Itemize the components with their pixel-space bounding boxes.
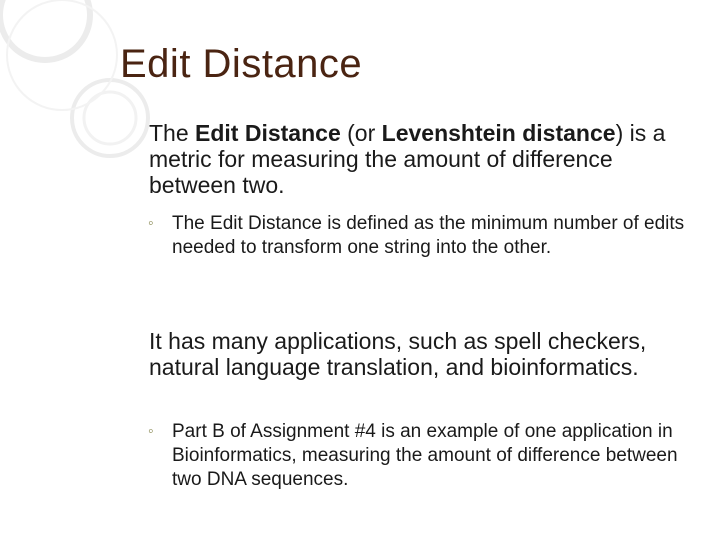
sub-bullet-2 — [148, 420, 688, 492]
sub-bullet-1-marker: ◦ — [148, 215, 154, 232]
bullet-1-seg-4-bold: Levenshtein distance — [381, 120, 616, 146]
bullet-1-seg-1: The — [149, 120, 196, 146]
bullet-1-seg-3: (or — [340, 120, 382, 146]
sub-bullet-1-text: The Edit Distance is defined as the minimum number of edits needed to transform one string into the other. — [172, 213, 685, 258]
decorative-ring-faint — [7, 0, 117, 110]
bullet-1 — [128, 120, 688, 198]
sub-bullet-2-marker: ◦ — [148, 423, 154, 440]
bullet-2 — [128, 328, 688, 380]
bullet-1-seg-5: ) is a metric for measuring the amount of difference between two. — [149, 120, 666, 198]
slide-title: Edit Distance — [120, 42, 363, 86]
bullet-1-text — [128, 120, 688, 198]
bullet-1-seg-2-bold: Edit Distance — [195, 120, 341, 146]
decorative-ring-large — [0, 0, 90, 60]
sub-bullet-1 — [148, 212, 688, 260]
sub-bullet-2-text: Part B of Assignment #4 is an example of one application in Bioinformatics, measuring the amount of difference between two DNA sequences. — [172, 421, 678, 490]
bullet-2-text: It has many applications, such as spell checkers, natural language translation, and bioinformatics. — [149, 328, 647, 380]
